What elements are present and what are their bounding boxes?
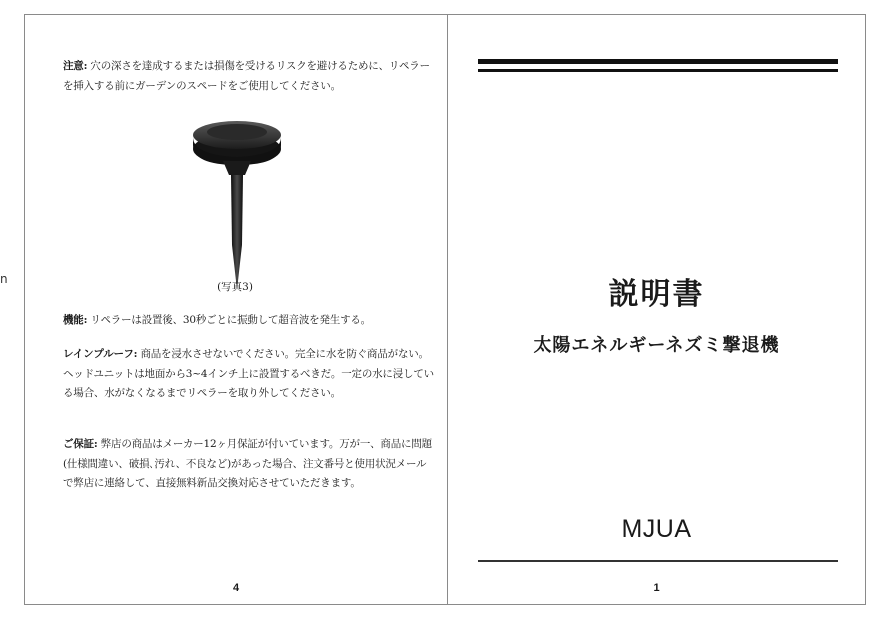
waterproof-text: 商品を浸水させないでください。完全に水を防ぐ商品がない。ヘッドユニットは地面から3~4インチ上に設置するべきだ。一定の水に浸している場合、水がなくなるまでリペラーを取り外してください。: [63, 348, 434, 399]
waterproof-paragraph: [63, 345, 435, 404]
function-label: 機能:: [63, 314, 88, 326]
brand-name: MJUA: [621, 515, 692, 543]
warranty-paragraph: [63, 435, 435, 494]
product-subtitle: 太陽エネルギーネズミ撃退機: [533, 335, 780, 356]
note-label: 注意:: [63, 60, 88, 72]
photo-caption: (写真3): [217, 281, 253, 293]
function-paragraph: [63, 311, 435, 331]
footer-rule: [478, 560, 838, 562]
manual-page-4: [24, 14, 448, 605]
header-rule-thick: [478, 59, 838, 64]
note-text: 穴の深さを達成するまたは損傷を受けるリスクを避けるために、リペラーを挿入する前にガーデンのスペードをご使用してください。: [63, 60, 430, 92]
solar-repeller-image: [187, 115, 287, 295]
page-number-right: 1: [653, 582, 660, 594]
manual-page-1: [447, 14, 866, 605]
warranty-label: ご保証:: [63, 438, 98, 450]
header-rule-thin: [478, 69, 838, 72]
warranty-text: 弊店の商品はメーカー12ヶ月保証が付いています。万が一、商品に問題(仕様間違い、破損､汚れ、不良など)があった場合、注文番号と使用状況メールで弊店に連絡して、直接無料新品交換対応させていただきます。: [63, 438, 432, 489]
waterproof-label: レインプルーフ:: [63, 348, 138, 360]
stray-text: n: [0, 272, 8, 286]
function-text: リペラーは設置後、30秒ごとに振動して超音波を発生する。: [90, 314, 371, 326]
page-number-left: 4: [232, 582, 240, 594]
manual-title: 説明書: [608, 277, 705, 312]
note-paragraph: [63, 57, 435, 96]
